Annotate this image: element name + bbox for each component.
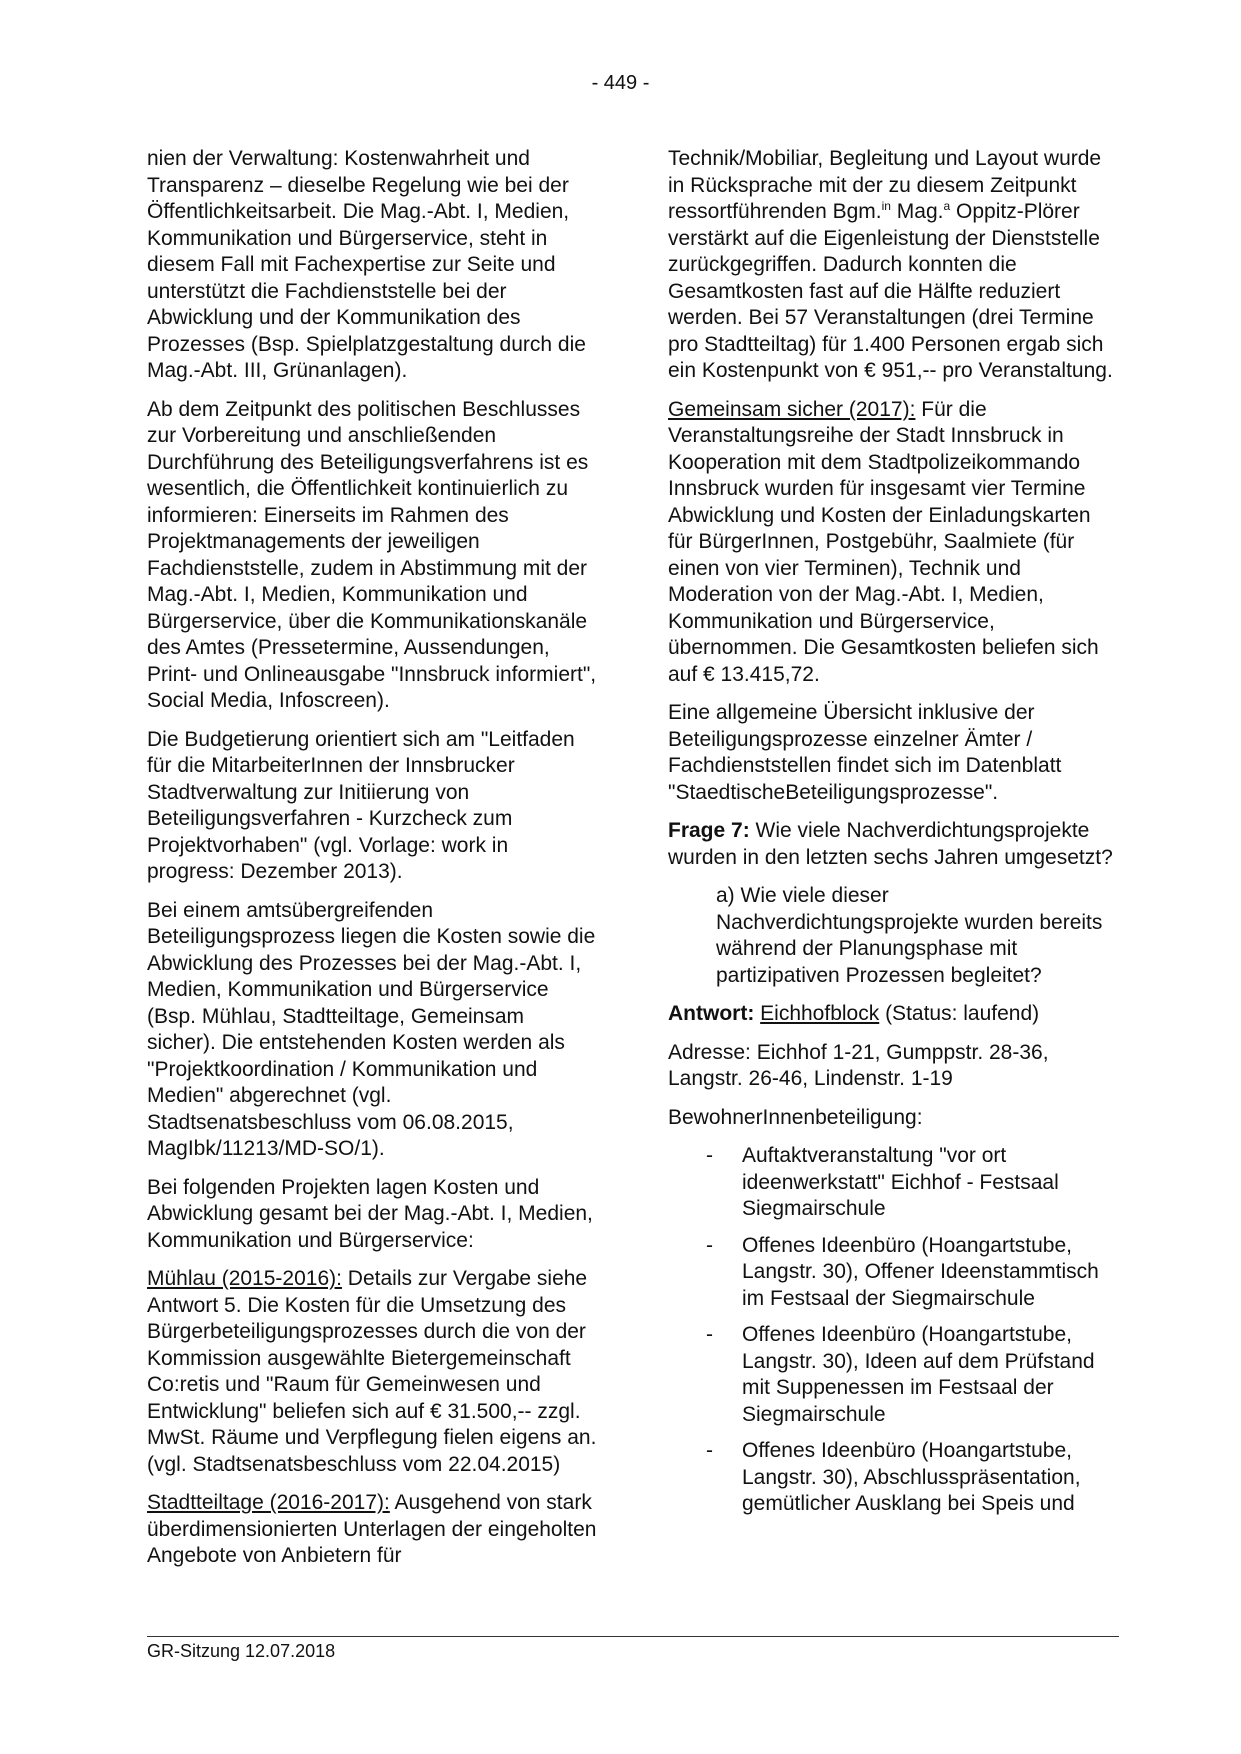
paragraph: Bei folgenden Projekten lagen Kosten und Abwicklung gesamt bei der Mag.-Abt. I, Medien, Kommunikation und Bürgerservice: [147, 1175, 593, 1252]
participation-heading: BewohnerInnenbeteiligung: [668, 1105, 923, 1129]
list-item-text: Offenes Ideenbüro (Hoangartstube, Langstr. 30), Abschlusspräsentation, gemütlicher Ausklang bei Speis und [742, 1439, 1081, 1515]
footer: GR-Sitzung 12.07.2018 [147, 1641, 336, 1661]
page-number: - 449 - [591, 72, 650, 94]
paragraph-muehlau [147, 1266, 597, 1478]
answer [668, 1001, 1120, 1028]
dash-bullet: - [706, 1439, 713, 1462]
paragraph [668, 146, 1120, 385]
dash-bullet: - [706, 1323, 713, 1346]
superscript: a [943, 199, 951, 213]
text: Technik/Mobiliar, Begleitung und Layout wurde in Rücksprache mit der zu diesem Zeitpunkt ressortführenden Bgm. [668, 147, 1102, 223]
right-column [668, 146, 1120, 1528]
left-column [147, 146, 597, 1582]
text: Oppitz-Plörer verstärkt auf die Eigenleistung der Dienststelle zurückgegriffen. Dadurch konnten die Gesamtkosten fast auf die Hälfte reduziert werden. Bei 57 Veranstaltungen (drei Termine pro Stadtteiltag) für 1.400 Personen ergab sich ein Kostenpunkt von € 951,-- pro Veranstaltung. [668, 200, 1113, 382]
list-item [668, 1233, 1120, 1313]
section-text: Für die Veranstaltungsreihe der Stadt Innsbruck in Kooperation mit dem Stadtpolizeikommando Innsbruck wurden für insgesamt vier Termine Abwicklung und Kosten der Einladungskarten für BürgerInnen, Postgebühr, Saalmiete (für einen von vier Terminen), Technik und Moderation von der Mag.-Abt. I, Medien, Kommunikation und Bürgerservice, übernommen. Die Gesamtkosten beliefen sich auf € 13.415,72. [668, 397, 1099, 686]
superscript: in [881, 199, 891, 213]
footer-divider [147, 1636, 1119, 1637]
answer-project: Eichhofblock [760, 1002, 880, 1025]
list-item [668, 1143, 1120, 1223]
dash-bullet: - [706, 1144, 713, 1167]
list-item-text: Auftaktveranstaltung "vor ort ideenwerkstatt" Eichhof - Festsaal Siegmairschule [742, 1144, 1059, 1220]
section-label: Gemeinsam sicher (2017): [668, 397, 916, 421]
section-label: Stadtteiltage (2016-2017): [147, 1491, 390, 1514]
participation-list [668, 1143, 1120, 1518]
dash-bullet: - [706, 1233, 713, 1257]
text: Mag. [890, 200, 944, 223]
paragraph: nien der Verwaltung: Kostenwahrheit und Transparenz – dieselbe Regelung wie bei der Öffentlichkeitsarbeit. Die Mag.-Abt. I, Medien, Kommunikation und Bürgerservice, steht in diesem Fall mit Fachexpertise zur Seite und unterstützt die Fachdienststelle bei der Abwicklung und der Kommunikation des Prozesses (Bsp. Spielplatzgestaltung durch die Mag.-Abt. III, Grünanlagen). [147, 147, 586, 382]
answer-status: (Status: laufend) [879, 1002, 1040, 1025]
section-label: Mühlau (2015-2016): [147, 1267, 342, 1290]
paragraph: Ab dem Zeitpunkt des politischen Beschlusses zur Vorbereitung und anschließenden Durchführung des Beteiligungsverfahrens ist es wesentlich, die Öffentlichkeit kontinuierlich zu informieren: Einerseits im Rahmen des Projektmanagements der jeweiligen Fachdienststelle, zudem in Abstimmung mit der Mag.-Abt. I, Medien, Kommunikation und Bürgerservice, über die Kommunikationskanäle des Amtes (Pressetermine, Aussendungen, Print- und Onlineausgabe "Innsbruck informiert", Social Media, Infoscreen). [147, 397, 597, 712]
paragraph: Bei einem amtsübergreifenden Beteiligungsprozess liegen die Kosten sowie die Abwicklung des Prozesses bei der Mag.-Abt. I, Medien, Kommunikation und Bürgerservice (Bsp. Mühlau, Stadtteiltage, Gemeinsam sicher). Die entstehenden Kosten werden als "Projektkoordination / Kommunikation und Medien" abgerechnet (vgl. Stadtsenatsbeschluss vom 06.08.2015, MagIbk/11213/MD-SO/1). [147, 898, 596, 1160]
paragraph-stadtteiltage [147, 1490, 597, 1570]
question-text: Wie viele Nachverdichtungsprojekte wurden in den letzten sechs Jahren umgesetzt? [668, 819, 1113, 869]
question-label: Frage 7: [668, 819, 750, 842]
list-item-text: Offenes Ideenbüro (Hoangartstube, Langstr. 30), Ideen auf dem Prüfstand mit Suppenessen im Festsaal der Siegmairschule [742, 1323, 1095, 1426]
address: Adresse: Eichhof 1-21, Gumppstr. 28-36, Langstr. 26-46, Lindenstr. 1-19 [668, 1040, 1049, 1090]
list-item-text: Offenes Ideenbüro (Hoangartstube, Langstr. 30), Offener Ideenstammtisch im Festsaal der Siegmairschule [742, 1233, 1099, 1310]
question-7 [668, 818, 1120, 871]
list-item [668, 1322, 1120, 1428]
paragraph: Die Budgetierung orientiert sich am "Leitfaden für die MitarbeiterInnen der Innsbrucker Stadtverwaltung zur Initiierung von Beteiligungsverfahren - Kurzcheck zum Projektvorhaben" (vgl. Vorlage: work in progress: Dezember 2013). [147, 727, 575, 883]
section-text: Details zur Vergabe siehe Antwort 5. Die Kosten für die Umsetzung des Bürgerbeteiligungsprozesses durch die von der Kommission ausgewählte Bietergemeinschaft Co:retis und "Raum für Gemeinwesen und Entwicklung" beliefen sich auf € 31.500,-- zzgl. MwSt. Räume und Verpflegung fielen eigens an. (vgl. Stadtsenatsbeschluss vom 22.04.2015) [147, 1267, 597, 1476]
paragraph: Eine allgemeine Übersicht inklusive der Beteiligungsprozesse einzelner Ämter / Fachdienststellen findet sich im Datenblatt "StaedtischeBeteiligungsprozesse". [668, 701, 1062, 804]
list-item [668, 1438, 1120, 1518]
answer-label: Antwort: [668, 1002, 755, 1025]
section-text: Ausgehend von stark überdimensionierten Unterlagen der eingeholten Angebote von Anbietern für [147, 1491, 597, 1567]
paragraph-gemeinsam-sicher [668, 397, 1120, 689]
question-7a: a) Wie viele dieser Nachverdichtungsprojekte wurden bereits während der Planungsphase mit partizipativen Prozessen begleitet? [716, 884, 1103, 987]
